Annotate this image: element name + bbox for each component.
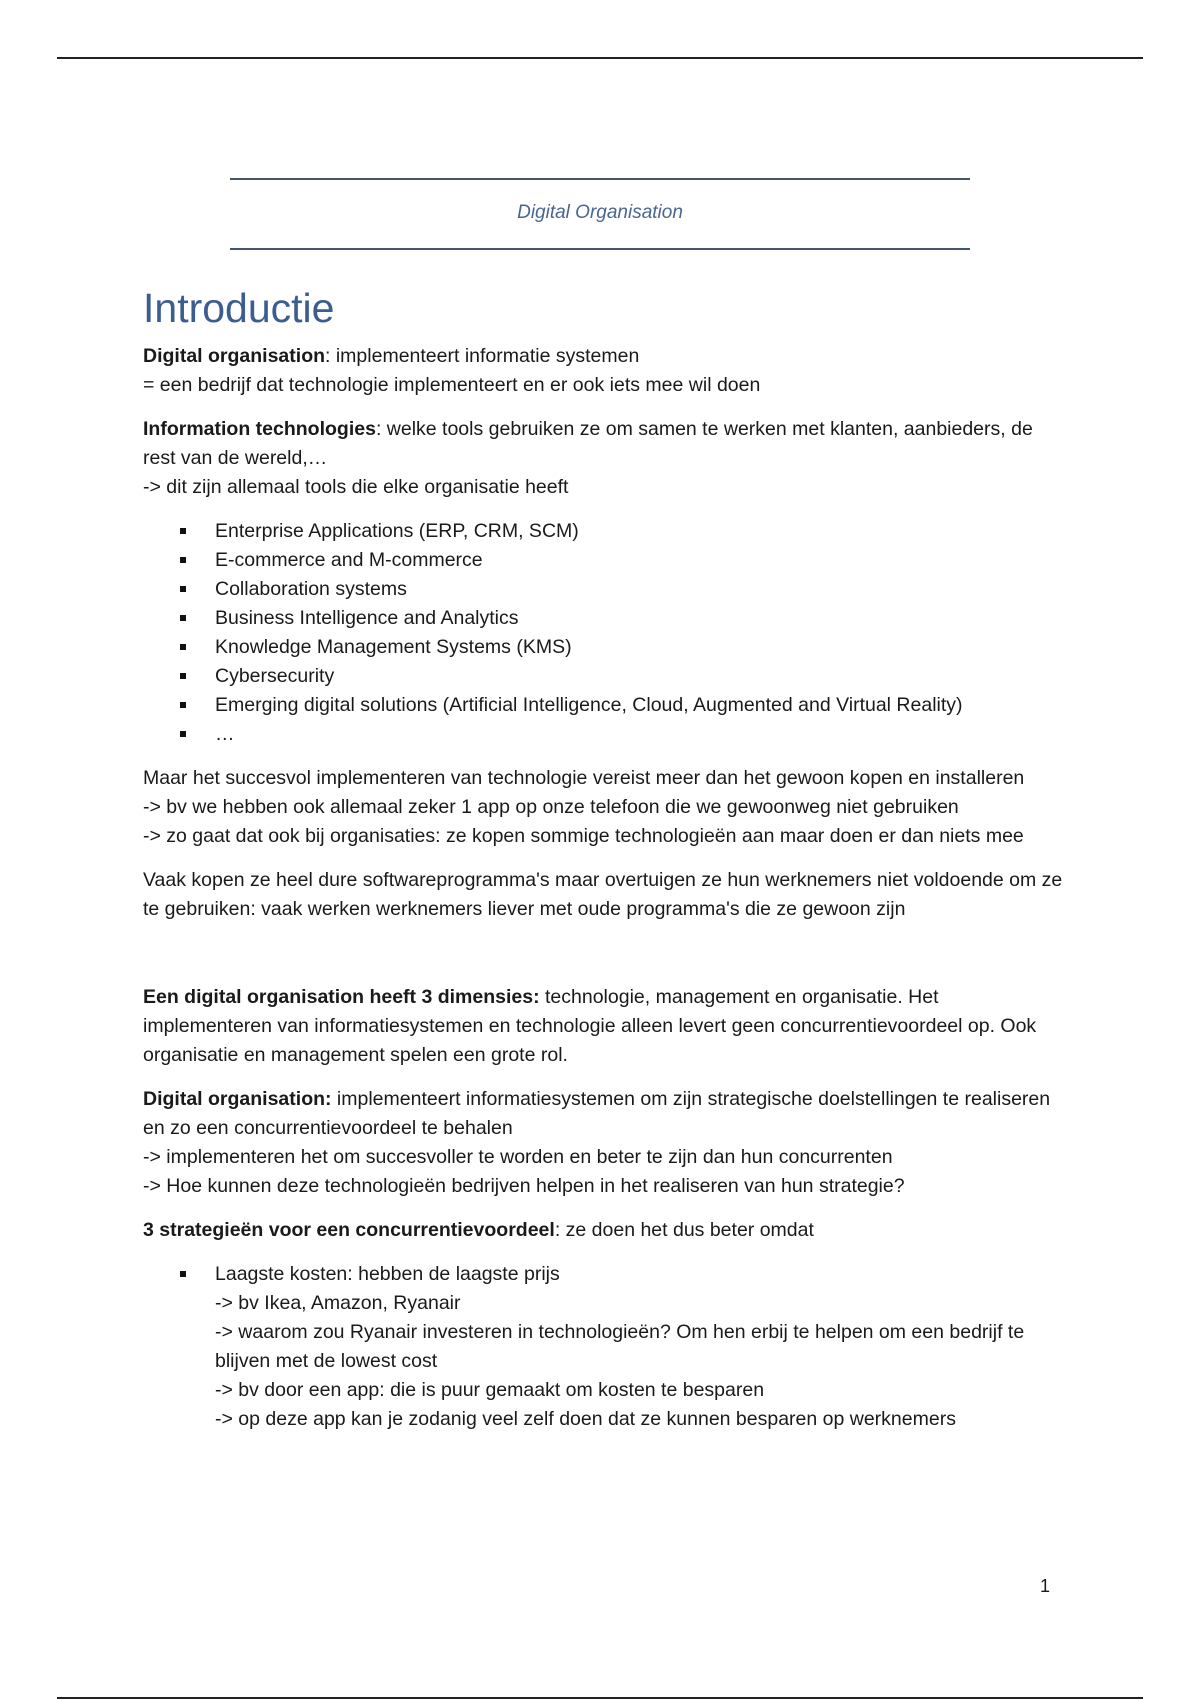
list-item [215, 633, 1063, 662]
bullet-square-icon [180, 586, 186, 592]
list-item [215, 604, 1063, 633]
paragraph-implementation [143, 764, 1063, 851]
list-item-text: -> op deze app kan je zodanig veel zelf doen dat ze kunnen besparen op werknemers [215, 1408, 956, 1430]
paragraph-line [143, 342, 1063, 371]
definition-text: : ze doen het dus beter omdat [554, 1219, 814, 1241]
bullet-square-icon [180, 557, 186, 563]
strategies-list [143, 1260, 1063, 1434]
list-item [215, 1260, 1063, 1434]
bullet-square-icon [180, 1271, 186, 1277]
term-bold: Een digital organisation heeft 3 dimensies: [143, 986, 540, 1008]
list-item [215, 720, 1063, 749]
paragraph-line: Maar het succesvol implementeren van technologie vereist meer dan het gewoon kopen en installeren [143, 767, 1025, 789]
list-item [215, 517, 1063, 546]
paragraph-dimensions [143, 983, 1063, 1070]
paragraph-line: -> zo gaat dat ook bij organisaties: ze kopen sommige technologieën aan maar doen er dan niets mee [143, 825, 1024, 847]
list-item-text: Emerging digital solutions (Artificial Intelligence, Cloud, Augmented and Virtual Reality) [215, 694, 963, 716]
paragraph-line: -> Hoe kunnen deze technologieën bedrijven helpen in het realiseren van hun strategie? [143, 1175, 905, 1197]
list-item-text: -> bv Ikea, Amazon, Ryanair [215, 1292, 461, 1314]
paragraph-line [143, 1085, 1063, 1143]
bullet-square-icon [180, 528, 186, 534]
list-item-text: E-commerce and M-commerce [215, 549, 483, 571]
list-item-text: … [215, 723, 235, 745]
list-item-text: Enterprise Applications (ERP, CRM, SCM) [215, 520, 579, 542]
paragraph-strategies [143, 1216, 1063, 1245]
list-item-text: Business Intelligence and Analytics [215, 607, 519, 629]
term-bold: 3 strategieën voor een concurrentievoordeel [143, 1219, 555, 1241]
definition-text: : welke tools gebruiken ze om samen te werken met klanten, aanbieders, de rest van de wereld,… [143, 418, 1033, 469]
paragraph-digital-organisation [143, 342, 1063, 400]
list-item [215, 662, 1063, 691]
definition-text: : implementeert informatie systemen [325, 345, 640, 367]
document-body [143, 282, 1063, 1449]
tools-list [143, 517, 1063, 749]
paragraph-information-technologies [143, 415, 1063, 502]
list-item-text: Cybersecurity [215, 665, 335, 687]
paragraph-digital-organisation-strategy [143, 1085, 1063, 1201]
document-title: Digital Organisation [517, 202, 683, 223]
section-spacer [143, 939, 1063, 983]
page-number: 1 [1040, 1576, 1051, 1596]
bullet-square-icon [180, 731, 186, 737]
bullet-square-icon [180, 644, 186, 650]
page-heading: Introductie [143, 285, 335, 331]
paragraph-line: -> implementeren het om succesvoller te worden en beter te zijn dan hun concurrenten [143, 1146, 893, 1168]
list-item [215, 691, 1063, 720]
paragraph-software: Vaak kopen ze heel dure softwareprogramma's maar overtuigen ze hun werknemers niet voldoende om ze te gebruiken: vaak werken werknemers liever met oude programma's die ze gewoon zijn [143, 869, 1063, 920]
list-item-text: -> waarom zou Ryanair investeren in technologieën? Om hen erbij te helpen om een bedrijf te blijven met de lowest cost [215, 1321, 1025, 1372]
paragraph-line [143, 415, 1063, 473]
bullet-square-icon [180, 702, 186, 708]
page-top-rule [57, 57, 1143, 59]
bullet-square-icon [180, 673, 186, 679]
definition-text: technologie, management en organisatie. Het implementeren van informatiesystemen en technologie alleen levert geen concurrentievoordeel op. Ook organisatie en management spelen een grote rol. [143, 986, 1037, 1066]
term-bold: Digital organisation: [143, 1088, 332, 1110]
bullet-square-icon [180, 615, 186, 621]
paragraph-line: -> bv we hebben ook allemaal zeker 1 app op onze telefoon die we gewoonweg niet gebruiken [143, 796, 959, 818]
term-bold: Digital organisation [143, 345, 326, 367]
list-item-text: Collaboration systems [215, 578, 407, 600]
paragraph-line: -> dit zijn allemaal tools die elke organisatie heeft [143, 476, 569, 498]
page-bottom-rule [57, 1697, 1143, 1699]
list-item-text: Laagste kosten: hebben de laagste prijs [215, 1263, 560, 1285]
list-item [215, 575, 1063, 604]
list-item [215, 546, 1063, 575]
definition-text: implementeert informatiesystemen om zijn strategische doelstellingen te realiseren en zo een concurrentievoordeel te behalen [143, 1088, 1051, 1139]
list-item-text: Knowledge Management Systems (KMS) [215, 636, 572, 658]
list-item-text: -> bv door een app: die is puur gemaakt om kosten te besparen [215, 1379, 765, 1401]
term-bold: Information technologies [143, 418, 376, 440]
document-title-block [230, 178, 970, 250]
paragraph-line: = een bedrijf dat technologie implementeert en er ook iets mee wil doen [143, 374, 761, 396]
